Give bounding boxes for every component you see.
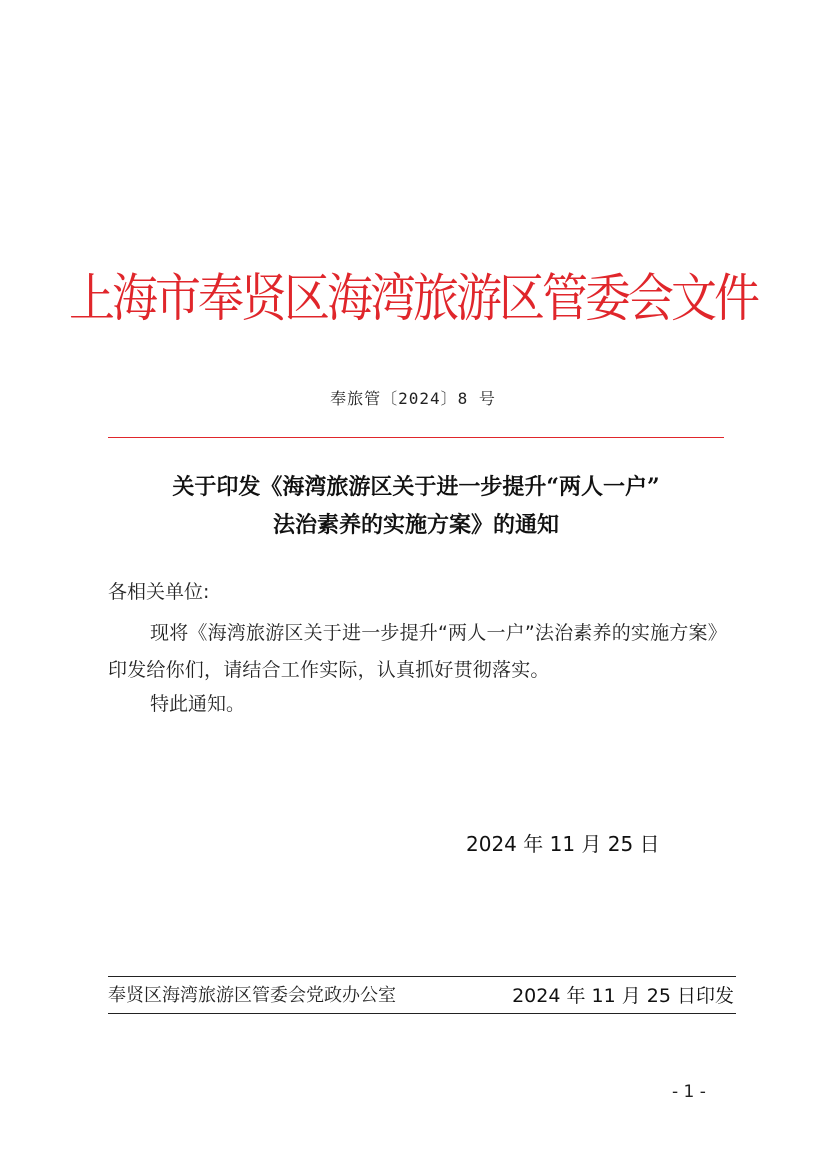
page-number: - 1 - — [672, 1082, 706, 1102]
footer-bottom-rule — [108, 1013, 736, 1014]
document-title-line-2: 法治素养的实施方案》的通知 — [272, 512, 559, 538]
footer-top-rule — [108, 976, 736, 977]
footer-print-date: 2024 年 11 月 25 日印发 — [512, 985, 734, 1007]
document-title — [108, 468, 724, 544]
signature-date: 2024 年 11 月 25 日 — [466, 832, 660, 856]
footer-issuing-office: 奉贤区海湾旅游区管委会党政办公室 — [108, 985, 396, 1006]
document-number: 奉旅管〔2024〕8 号 — [330, 389, 496, 408]
document-title-line-1: 关于印发《海湾旅游区关于进一步提升“两人一户” — [172, 474, 660, 500]
body-paragraph: 现将《海湾旅游区关于进一步提升“两人一户”法治素养的实施方案》印发给你们，请结合工作实际，认真抓好贯彻落实。 — [108, 622, 727, 681]
salutation: 各相关单位: — [108, 581, 210, 603]
issuing-org-title: 上海市奉贤区海湾旅游区管委会文件 — [69, 267, 757, 329]
red-divider-line — [108, 437, 724, 438]
closing-line: 特此通知。 — [150, 693, 246, 715]
